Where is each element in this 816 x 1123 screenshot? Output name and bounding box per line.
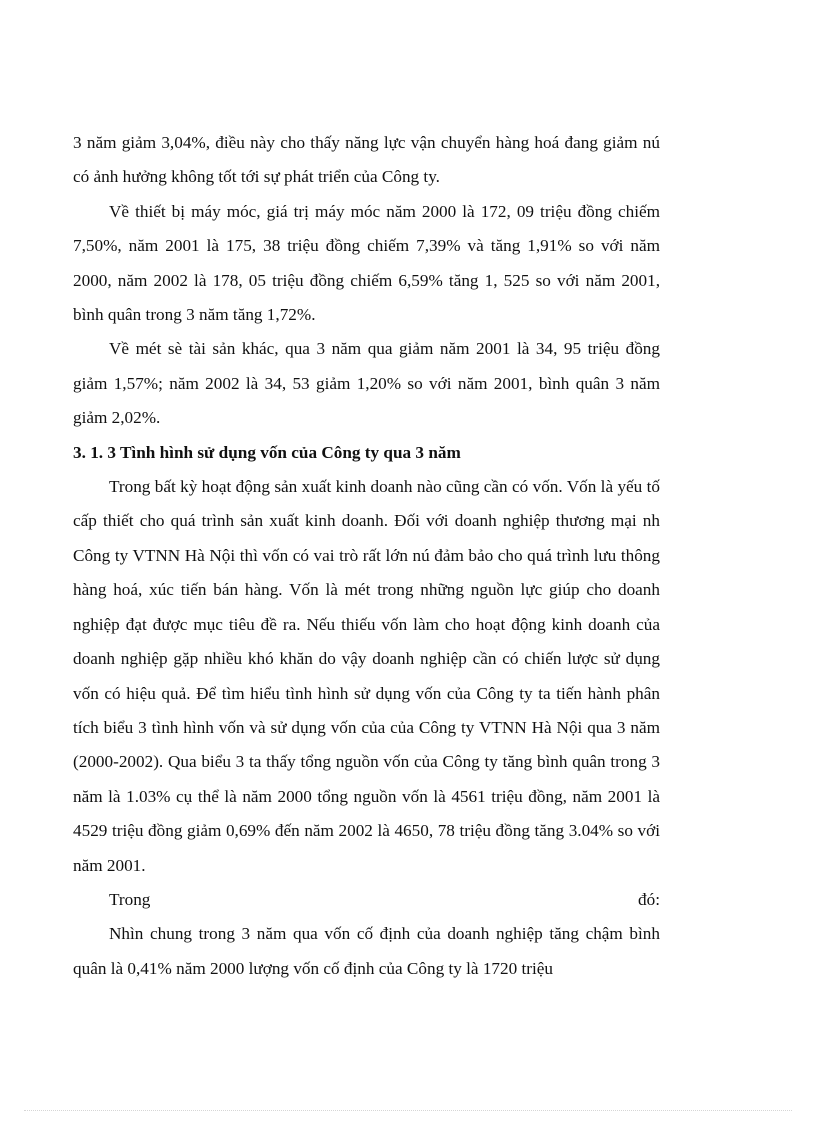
page-bottom-divider bbox=[24, 1110, 792, 1111]
paragraph-other-assets: Về mét sè tài sản khác, qua 3 năm qua giảm năm 2001 là 34, 95 triệu đồng giảm 1,57%; năm 2002 là 34, 53 giảm 1,20% so với năm 2001, bình quân 3 năm giảm 2,02%. bbox=[73, 339, 660, 428]
paragraph-transport-capacity: 3 năm giảm 3,04%, điều này cho thấy năng lực vận chuyển hàng hoá đang giảm nú có ảnh hưởng không tốt tới sự phát triển của Công ty. bbox=[73, 133, 660, 187]
paragraph-machinery: Về thiết bị máy móc, giá trị máy móc năm 2000 là 172, 09 triệu đồng chiếm 7,50%, năm 2001 là 175, 38 triệu đồng chiếm 7,39% và tăng 1,91% so với năm 2000, năm 2002 là 178, 05 triệu đồng chiếm 6,59% tăng 1, 525 so với năm 2001, bình quân trong 3 năm tăng 1,72%. bbox=[73, 201, 660, 325]
paragraph-capital-usage: Trong bất kỳ hoạt động sản xuất kinh doanh nào cũng cần có vốn. Vốn là yếu tố cấp thiết cho quá trình sản xuất kinh doanh. Đối với doanh nghiệp thương mại nh Công ty VTNN Hà Nội thì vốn có vai trò rất lớn nú đảm bảo cho quá trình lưu thông hàng hoá, xúc tiến bán hàng. Vốn là mét trong những nguồn lực giúp cho doanh nghiệp đạt được mục tiêu đề ra. Nếu thiếu vốn làm cho hoạt động kinh doanh của doanh nghiệp gặp nhiều khó khăn do vậy doanh nghiệp cần có chiến lược sử dụng vốn có hiệu quả. Để tìm hiểu tình hình sử dụng vốn của Công ty ta tiến hành phân tích biểu 3 tình hình vốn và sử dụng vốn của của Công ty VTNN Hà Nội qua 3 năm (2000-2002). Qua biểu 3 ta thấy tổng nguồn vốn của Công ty tăng bình quân trong 3 năm là 1.03% cụ thể là năm 2000 tổng nguồn vốn là 4561 triệu đồng, năm 2001 là 4529 triệu đồng giảm 0,69% đến năm 2002 là 4650, 78 triệu đồng tăng 3.04% so với năm 2001. bbox=[73, 477, 660, 875]
split-line bbox=[73, 883, 660, 917]
paragraph-fixed-capital: Nhìn chung trong 3 năm qua vốn cố định của doanh nghiệp tăng chậm bình quân là 0,41% năm 2000 lượng vốn cố định của Công ty là 1720 triệu bbox=[73, 924, 660, 978]
split-line-left: Trong bbox=[109, 889, 151, 909]
document-body bbox=[73, 126, 660, 986]
section-heading: 3. 1. 3 Tình hình sử dụng vốn của Công ty qua 3 năm bbox=[73, 442, 461, 462]
split-line-right: đó: bbox=[638, 889, 660, 909]
